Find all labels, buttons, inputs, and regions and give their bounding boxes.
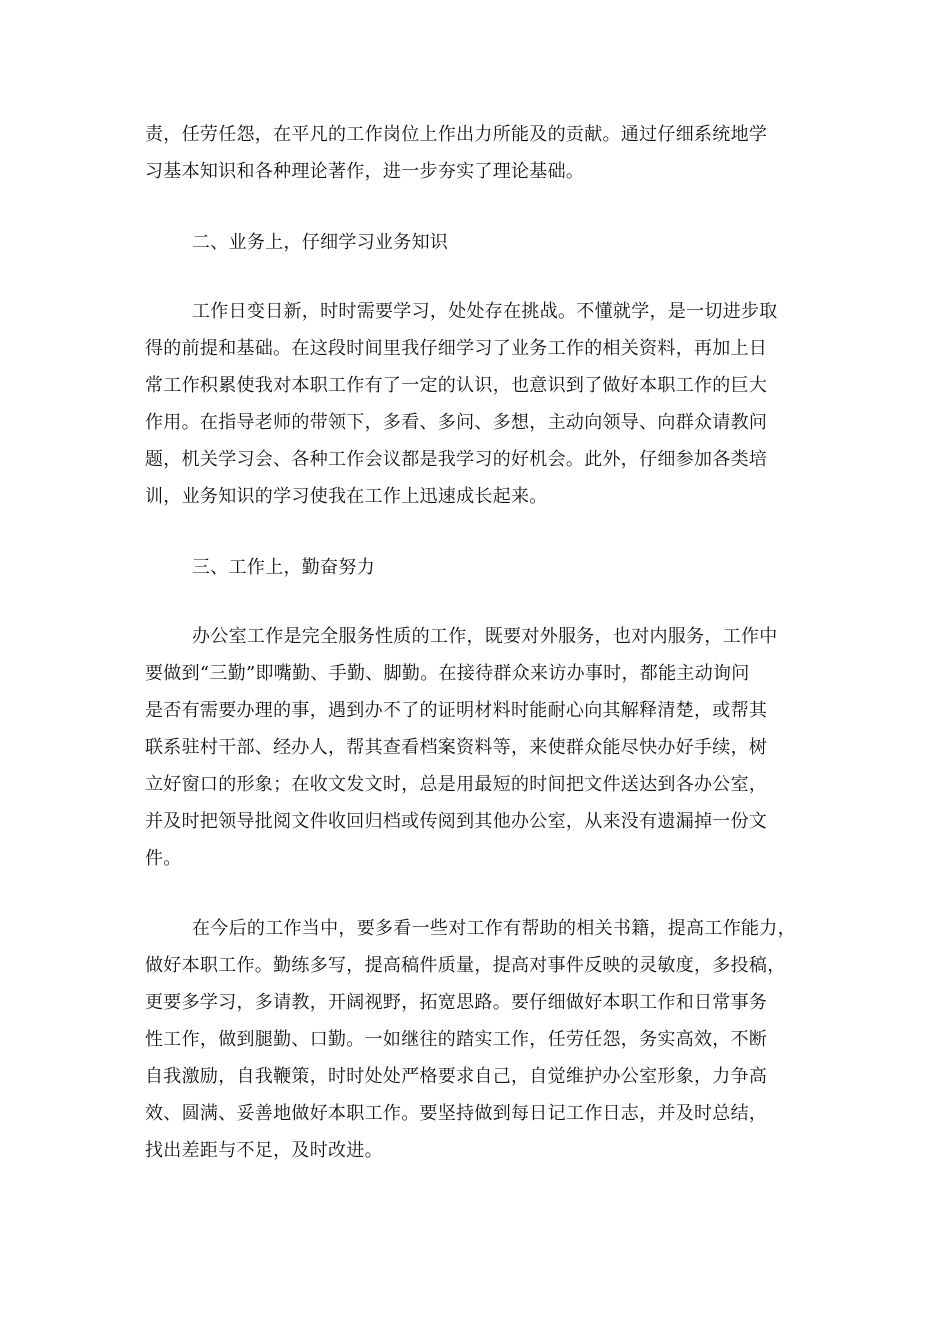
paragraph-3-line-3: 常工作积累使我对本职工作有了一定的认识，也意识到了做好本职工作的巨大 <box>145 375 768 396</box>
paragraph-6-line-2: 做好本职工作。勤练多写，提高稿件质量，提高对事件反映的灵敏度，多投稿， <box>145 955 786 976</box>
paragraph-6-line-4: 性工作，做到腿勤、口勤。一如继往的踏实工作，任劳任怨，务实高效，不断 <box>145 1029 768 1050</box>
paragraph-3-line-4: 作用。在指导老师的带领下，多看、多问、多想，主动向领导、向群众请教问 <box>145 412 768 433</box>
section-heading-business: 二、业务上，仔细学习业务知识 <box>192 232 449 253</box>
paragraph-6-line-5: 自我激励，自我鞭策，时时处处严格要求自己，自觉维护办公室形象，力争高 <box>145 1066 768 1087</box>
paragraph-5-line-3: 是否有需要办理的事，遇到办不了的证明材料时能耐心向其解释清楚，或帮其 <box>145 700 768 721</box>
paragraph-6-line-7: 找出差距与不足，及时改进。 <box>145 1140 383 1161</box>
paragraph-5-line-6: 并及时把领导批阅文件收回归档或传阅到其他办公室，从来没有遗漏掉一份文 <box>145 811 768 832</box>
paragraph-6-line-3: 更要多学习，多请教，开阔视野，拓宽思路。要仔细做好本职工作和日常事务 <box>145 992 768 1013</box>
paragraph-5-line-7: 件。 <box>145 848 182 869</box>
paragraph-5-line-1: 办公室工作是完全服务性质的工作，既要对外服务，也对内服务，工作中 <box>192 626 778 647</box>
paragraph-1-line-1: 责，任劳任怨，在平凡的工作岗位上作出力所能及的贡献。通过仔细系统地学 <box>145 124 768 145</box>
section-heading-work: 三、工作上，勤奋努力 <box>192 557 375 578</box>
paragraph-1-line-2: 习基本知识和各种理论著作，进一步夯实了理论基础。 <box>145 161 585 182</box>
paragraph-3-line-5: 题，机关学习会、各种工作会议都是我学习的好机会。此外，仔细参加各类培 <box>145 449 768 470</box>
paragraph-5-line-4: 联系驻村干部、经办人，帮其查看档案资料等，来使群众能尽快办好手续，树 <box>145 737 768 758</box>
paragraph-6-line-1: 在今后的工作当中，要多看一些对工作有帮助的相关书籍，提高工作能力， <box>192 918 796 939</box>
paragraph-3-line-2: 得的前提和基础。在这段时间里我仔细学习了业务工作的相关资料，再加上日 <box>145 338 768 359</box>
paragraph-3-line-6: 训，业务知识的学习使我在工作上迅速成长起来。 <box>145 486 548 507</box>
paragraph-5-line-5: 立好窗口的形象；在收文发文时，总是用最短的时间把文件送达到各办公室， <box>145 774 768 795</box>
paragraph-5-line-2: 要做到“三勤”即嘴勤、手勤、脚勤。在接待群众来访办事时，都能主动询问 <box>145 663 750 684</box>
paragraph-6-line-6: 效、圆满、妥善地做好本职工作。要坚持做到每日记工作日志，并及时总结， <box>145 1103 768 1124</box>
paragraph-3-line-1: 工作日变日新，时时需要学习，处处存在挑战。不懂就学，是一切进步取 <box>192 301 778 322</box>
